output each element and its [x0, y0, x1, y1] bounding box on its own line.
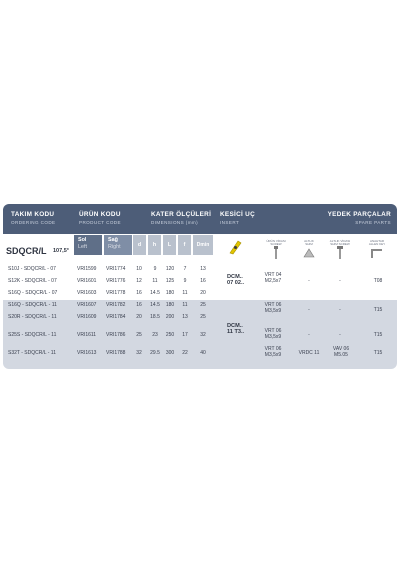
table-row: S20R - SDQCR/L - 11 VRI1609 VRI1784 20 18.5 200 13 25 [8, 314, 206, 320]
dim-label-h: h [148, 235, 161, 255]
left-hand-label: Sol Left [74, 235, 102, 255]
table-row: S12K - SDQCR/L - 07 VRI1601 VRI1776 12 11 125 9 16 [8, 278, 206, 284]
insert-code-group-1: DCM.. 07 02.. [227, 274, 245, 287]
shim-code: VRDC 11 [298, 350, 320, 356]
product-table [0, 204, 400, 369]
header-spare-parts: YEDEK PARÇALAR SPARE PARTS [327, 211, 391, 225]
screw-code: VRT 04 M2,5x7 [264, 272, 282, 285]
allen-key-icon-label: ANAHTAR ALLEN KEY [368, 239, 386, 247]
insert-code-group-2: DCM.. 11 T3.. [227, 323, 245, 336]
screw-icon [272, 246, 280, 260]
allen-key-code: T15 [373, 332, 383, 338]
shim-screw-code: VAV 06 M5.05 [332, 346, 350, 359]
shim-code: - [308, 278, 310, 284]
screw-code: VRT 06 M3,5x9 [264, 302, 282, 315]
header-ordering-code: TAKIM KODU ORDERING CODE [11, 211, 56, 225]
shim-screw-code: - [339, 307, 341, 313]
table-row: S10J - SDQCR/L - 07 VRI1599 VRI1774 10 9 120 7 13 [8, 266, 206, 272]
table-row: S25S - SDQCR/L - 11 VRI1611 VRI1786 25 23 250 17 32 [8, 332, 206, 338]
tool-angle: 107,5° [53, 248, 69, 254]
shim-screw-code: - [339, 332, 341, 338]
shim-screw-icon [335, 246, 345, 260]
tool-title: SDQCR/L [6, 246, 47, 256]
screw-icon-label: ÜRÜN VİDASI SCREW [266, 239, 286, 247]
table-row: S16Q - SDQCR/L - 11 VRI1607 VRI1782 16 14.5 180 11 25 [8, 302, 206, 308]
shim-icon [303, 248, 315, 258]
screw-code: VRT 06 M3,5x9 [264, 328, 282, 341]
header-product-code: ÜRÜN KODU PRODUCT CODE [79, 211, 121, 225]
insert-diamond-icon [227, 239, 243, 255]
dim-label-d: d [133, 235, 146, 255]
shim-code: - [308, 307, 310, 313]
table-row: S16Q - SDQCR/L - 07 VRI1603 VRI1778 16 14.5 180 11 20 [8, 290, 206, 296]
dim-label-dmin: Dmin [193, 235, 213, 255]
shim-screw-icon-label: ALTLIK VİDASI SHIM SCREW [329, 239, 351, 247]
dim-label-l: L [163, 235, 176, 255]
dim-label-f: f [178, 235, 191, 255]
shim-icon-label: ALTLIK SHIM [304, 239, 314, 247]
right-hand-label: Sağ Right [104, 235, 132, 255]
allen-key-code: T15 [373, 350, 383, 356]
header-insert: KESİCİ UÇ INSERT [220, 211, 256, 225]
allen-key-icon [370, 248, 384, 260]
shim-screw-code: - [339, 278, 341, 284]
header-dimensions: KATER ÖLÇÜLERİ DIMENSIONS (mm) [151, 211, 212, 225]
allen-key-code: T15 [373, 307, 383, 313]
screw-code: VRT 06 M3,5x9 [264, 346, 282, 359]
shim-code: - [308, 332, 310, 338]
table-row: S32T - SDQCR/L - 11 VRI1613 VRI1788 32 29.5 300 22 40 [8, 350, 206, 356]
allen-key-code: T08 [373, 278, 383, 284]
